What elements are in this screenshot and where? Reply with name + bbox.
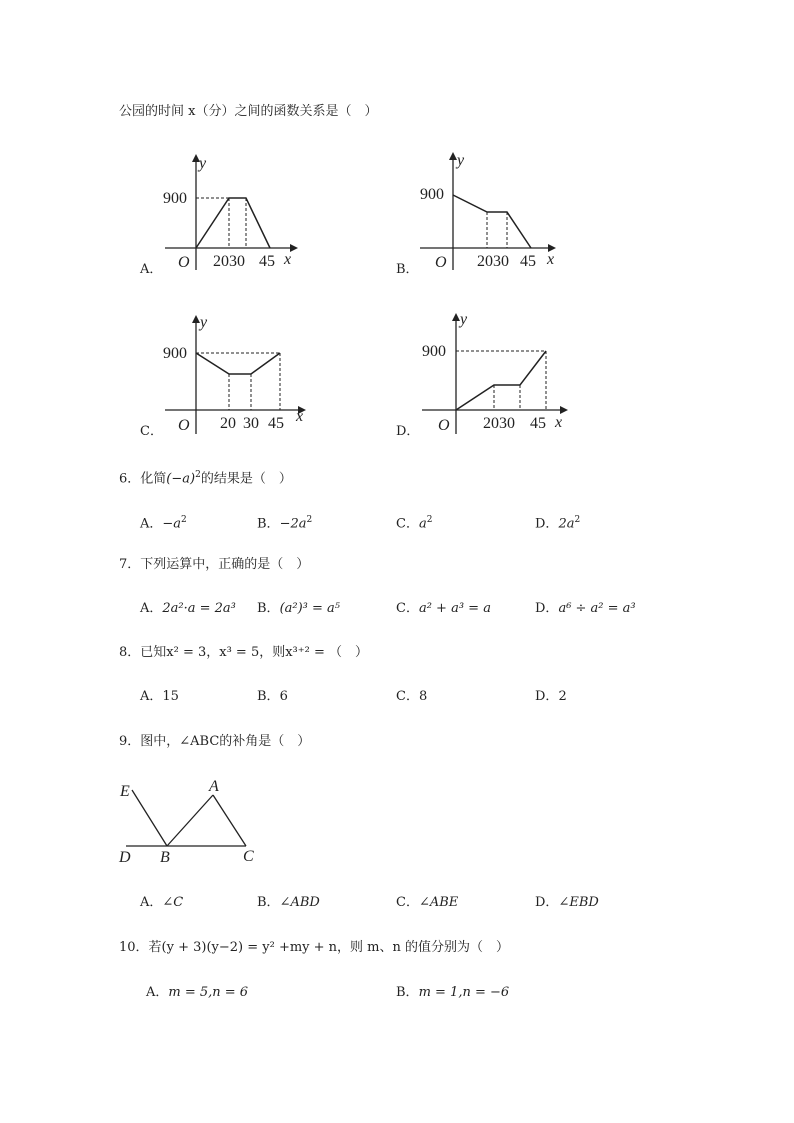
q9-option-a[interactable]: A．∠C bbox=[140, 895, 184, 910]
svg-text:x: x bbox=[555, 414, 563, 431]
svg-text:20: 20 bbox=[220, 415, 236, 432]
svg-text:O: O bbox=[435, 254, 447, 271]
q5-option-c-letter: C． bbox=[140, 424, 163, 439]
q5-option-a-letter: A． bbox=[140, 262, 163, 277]
segment-eb bbox=[132, 790, 167, 846]
svg-text:900: 900 bbox=[422, 343, 446, 360]
q10-option-b[interactable]: B．m = 1,n = −6 bbox=[396, 985, 510, 1000]
q7-option-a[interactable]: A．2a²·a = 2a³ bbox=[140, 601, 236, 616]
svg-text:30: 30 bbox=[243, 415, 259, 432]
q7-option-c[interactable]: C．a² + a³ = a bbox=[396, 601, 491, 616]
q9-option-d[interactable]: D．∠EBD bbox=[535, 895, 599, 910]
svg-text:45: 45 bbox=[520, 253, 536, 270]
y-axis-label: y bbox=[199, 155, 207, 172]
q5-option-b-letter: B． bbox=[396, 262, 419, 277]
function-line bbox=[196, 198, 270, 248]
svg-text:45: 45 bbox=[530, 415, 546, 432]
q6-option-c[interactable]: C．$a^2$ bbox=[396, 515, 433, 532]
segment-ac bbox=[213, 795, 246, 846]
q6-option-a[interactable]: A．$-a^2$ bbox=[140, 515, 187, 532]
y-axis-arrow-icon bbox=[449, 152, 457, 160]
x-tick-2030: 2030 bbox=[213, 253, 245, 270]
y-tick-900: 900 bbox=[163, 190, 187, 207]
q5-option-a-graph bbox=[155, 150, 305, 275]
svg-text:O: O bbox=[438, 417, 450, 434]
q8-option-a[interactable]: A．15 bbox=[140, 689, 179, 704]
q8-option-c[interactable]: C．8 bbox=[396, 689, 428, 704]
y-axis-arrow-icon bbox=[192, 315, 200, 323]
function-line bbox=[453, 195, 531, 248]
q6-option-d[interactable]: D．$2a^2$ bbox=[535, 515, 581, 532]
x-axis-arrow-icon bbox=[560, 406, 568, 414]
q5-option-c-graph bbox=[155, 308, 310, 438]
q5-stem-tail: 公园的时间 x（分）之间的函数关系是（ ） bbox=[119, 104, 378, 119]
svg-text:900: 900 bbox=[420, 186, 444, 203]
q10-option-a[interactable]: A．m = 5,n = 6 bbox=[146, 985, 249, 1000]
q5-option-d-letter: D． bbox=[396, 424, 420, 439]
label-a: A bbox=[209, 778, 219, 795]
q10-stem: 10．若(y + 3)(y−2) = y² +my + n，则 m、n 的值分别为（ ） bbox=[119, 940, 510, 955]
q9-option-c[interactable]: C．∠ABE bbox=[396, 895, 459, 910]
svg-text:y: y bbox=[457, 152, 465, 169]
q7-option-d[interactable]: D．a⁶ ÷ a² = a³ bbox=[535, 601, 636, 616]
label-d: D bbox=[119, 849, 131, 866]
x-tick-45: 45 bbox=[259, 253, 275, 270]
label-e: E bbox=[120, 783, 130, 800]
label-c: C bbox=[243, 848, 254, 865]
svg-text:y: y bbox=[460, 311, 468, 328]
origin-label: O bbox=[178, 254, 190, 271]
q9-option-b[interactable]: B．∠ABD bbox=[257, 895, 320, 910]
svg-text:2030: 2030 bbox=[477, 253, 509, 270]
x-axis-label: x bbox=[284, 251, 292, 268]
svg-text:2030: 2030 bbox=[483, 415, 515, 432]
segment-ba bbox=[167, 795, 213, 846]
x-axis-arrow-icon bbox=[290, 244, 298, 252]
svg-text:y: y bbox=[200, 314, 208, 331]
q5-option-d-graph bbox=[415, 306, 575, 436]
q5-option-b-graph bbox=[415, 148, 565, 273]
label-b: B bbox=[160, 849, 170, 866]
q8-option-d[interactable]: D．2 bbox=[535, 689, 567, 704]
q7-stem: 7．下列运算中，正确的是（ ） bbox=[119, 557, 310, 572]
function-line bbox=[196, 353, 280, 374]
svg-text:O: O bbox=[178, 417, 190, 434]
svg-text:x: x bbox=[296, 408, 304, 425]
q9-stem: 9．图中，∠ABC的补角是（ ） bbox=[119, 734, 311, 749]
q9-figure bbox=[115, 775, 265, 870]
svg-text:x: x bbox=[547, 251, 555, 268]
svg-text:45: 45 bbox=[268, 415, 284, 432]
q8-stem: 8．已知x² = 3，x³ = 5，则x³⁺² = （ ） bbox=[119, 645, 368, 660]
svg-text:900: 900 bbox=[163, 345, 187, 362]
q8-option-b[interactable]: B．6 bbox=[257, 689, 288, 704]
function-line bbox=[456, 351, 546, 410]
q7-option-b[interactable]: B．(a²)³ = a⁵ bbox=[257, 601, 340, 616]
q6-stem: 6．化简$(-a)^2$的结果是（ ） bbox=[119, 470, 292, 487]
y-axis-arrow-icon bbox=[452, 313, 460, 321]
q6-option-b[interactable]: B．$-2a^2$ bbox=[257, 515, 313, 532]
